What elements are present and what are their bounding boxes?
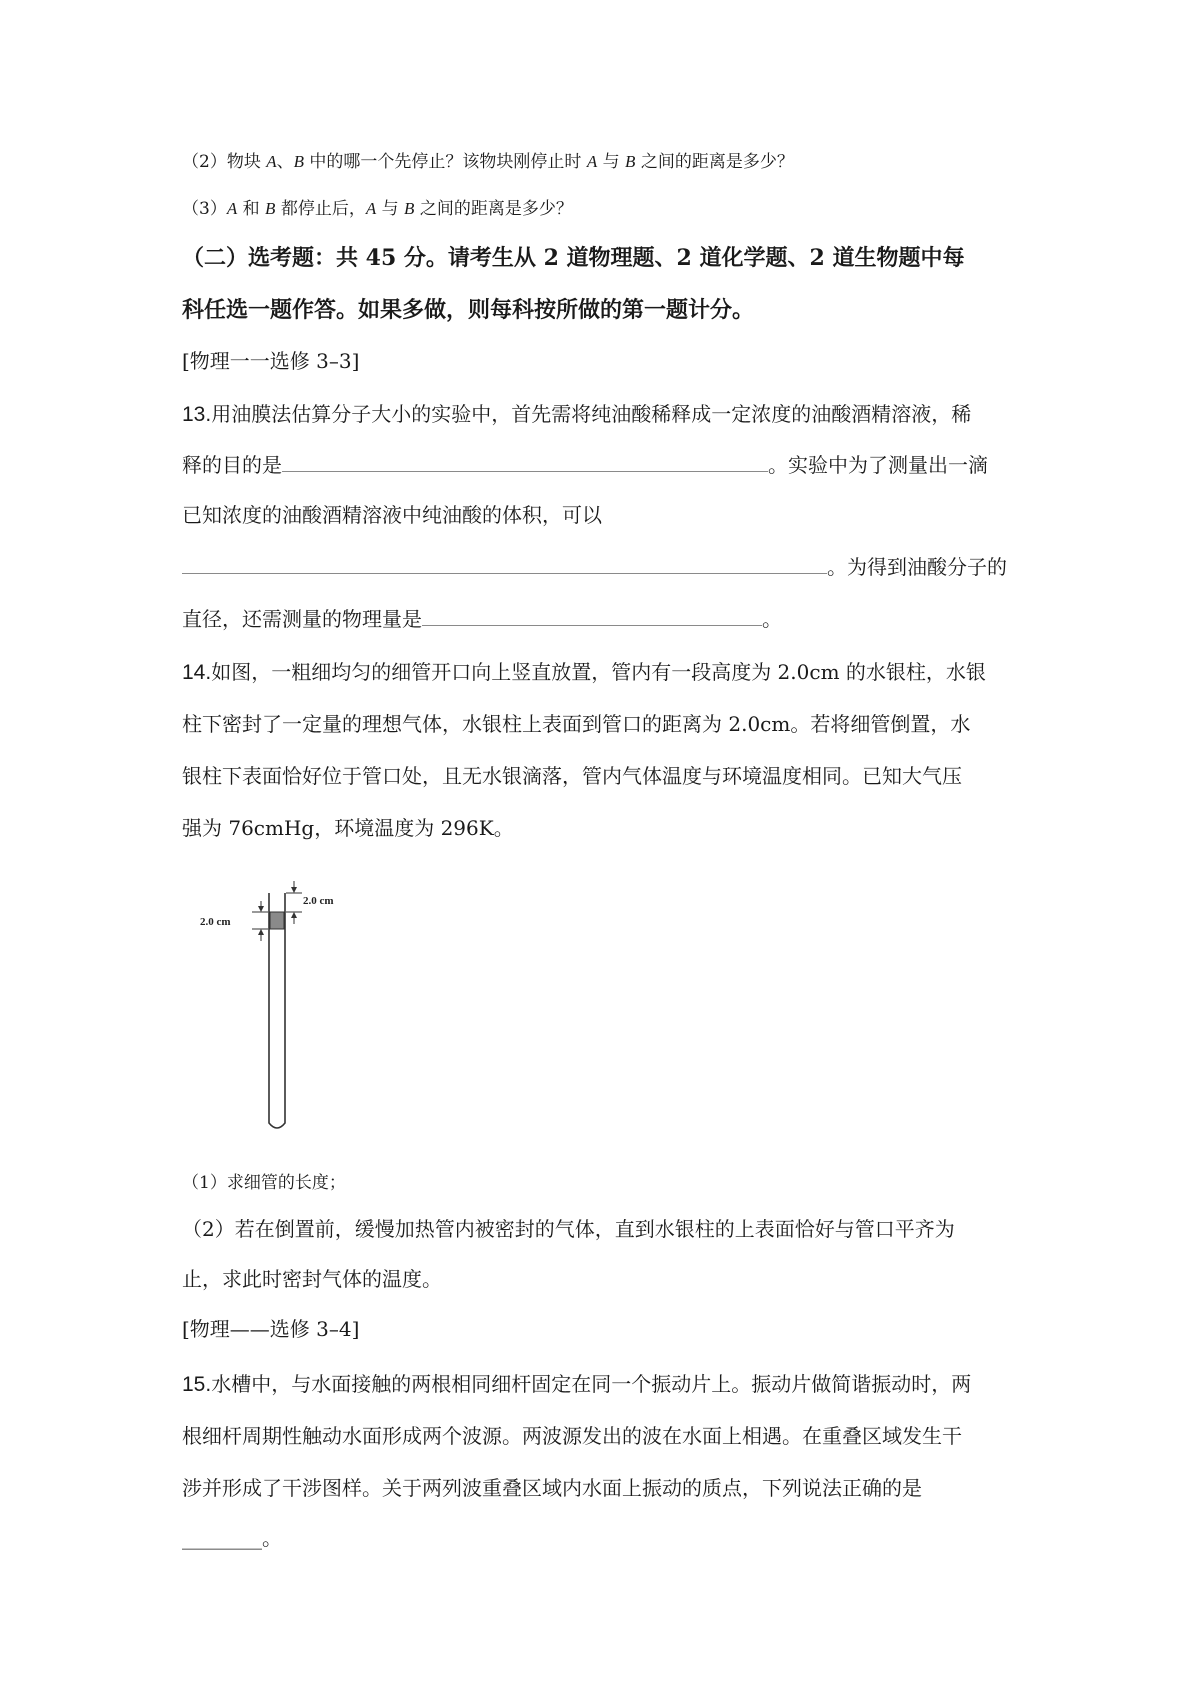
q15-line1 (182, 1368, 971, 1397)
q15-line4: ________。 (182, 1526, 282, 1550)
tube-figure (200, 875, 360, 1135)
var-B: B (293, 152, 305, 171)
q13-line5 (182, 603, 782, 632)
module-title-3-4: [物理——选修 3–4] (182, 1317, 360, 1341)
text: 。 (762, 607, 782, 631)
q15-line3: 涉并形成了干涉图样。关于两列波重叠区域内水面上振动的质点，下列说法正确的是 (182, 1476, 922, 1500)
q13-line4 (182, 551, 1007, 580)
q14-line4: 强为 76cmHg，环境温度为 296K。 (182, 816, 514, 840)
var-A: A (226, 199, 238, 218)
question-number: 15. (182, 1373, 212, 1396)
left-dimension-label: 2.0 cm (200, 916, 231, 928)
text: 。为得到油酸分子的 (827, 555, 1007, 579)
q14-sub2-line1: （2）若在倒置前，缓慢加热管内被密封的气体，直到水银柱的上表面恰好与管口平齐为 (182, 1217, 955, 1241)
var-A: A (365, 199, 377, 218)
q13-line2 (182, 449, 988, 478)
question-number: 13. (182, 403, 212, 426)
text: 都停止后， (275, 199, 366, 219)
q14-line2: 柱下密封了一定量的理想气体，水银柱上表面到管口的距离为 2.0cm。若将细管倒置，水 (182, 712, 971, 736)
text: 和 (237, 199, 266, 219)
var-A: A (266, 152, 277, 171)
var-B: B (625, 152, 636, 171)
text: 与 (597, 152, 626, 172)
text: 直径，还需测量的物理量是 (182, 607, 422, 631)
section-heading-line2: 科任选一题作答。如果多做，则每科按所做的第一题计分。 (182, 297, 755, 323)
text: 用油膜法估算分子大小的实验中，首先需将纯油酸稀释成一定浓度的油酸酒精溶液，稀 (211, 402, 972, 426)
mercury-column (270, 912, 284, 929)
answer-blank[interactable] (422, 605, 762, 626)
var-A: A (586, 152, 598, 171)
text: 之间的距离是多少？ (414, 199, 573, 219)
text: 如图，一粗细均匀的细管开口向上竖直放置，管内有一段高度为 2.0cm 的水银柱，水银 (211, 660, 986, 684)
question-number: 14. (182, 661, 212, 684)
text: 之间的距离是多少？ (635, 152, 794, 172)
var-B: B (265, 199, 276, 218)
var-B: B (404, 199, 415, 218)
q14-line1 (182, 656, 986, 685)
q12-sub2 (182, 147, 794, 172)
text: 中的哪一个先停止？该物块刚停止时 (304, 152, 587, 172)
text: 、 (276, 152, 294, 172)
q15-line2: 根细杆周期性触动水面形成两个波源。两波源发出的波在水面上相遇。在重叠区域发生干 (182, 1424, 962, 1448)
module-title-3-3: [物理一一选修 3–3] (182, 349, 360, 373)
answer-blank[interactable] (282, 451, 768, 472)
q13-line1 (182, 398, 971, 427)
q14-sub1: （1）求细管的长度； (182, 1173, 346, 1193)
text: （3） (182, 199, 227, 219)
text: 与 (376, 199, 405, 219)
text: 释的目的是 (182, 453, 282, 477)
text: （2）物块 (182, 152, 267, 172)
right-dimension-label: 2.0 cm (303, 895, 334, 907)
q12-sub3 (182, 194, 573, 219)
q13-line3: 已知浓度的油酸酒精溶液中纯油酸的体积，可以 (182, 503, 602, 527)
section-heading-line1: （二）选考题：共 45 分。请考生从 2 道物理题、2 道化学题、2 道生物题中每 (182, 245, 965, 271)
q14-line3: 银柱下表面恰好位于管口处，且无水银滴落，管内气体温度与环境温度相同。已知大气压 (182, 764, 962, 788)
text: 。实验中为了测量出一滴 (768, 453, 988, 477)
text: 水槽中，与水面接触的两根相同细杆固定在同一个振动片上。振动片做简谐振动时，两 (211, 1372, 972, 1396)
answer-blank[interactable] (182, 553, 827, 574)
q14-sub2-line2: 止，求此时密封气体的温度。 (182, 1267, 442, 1291)
